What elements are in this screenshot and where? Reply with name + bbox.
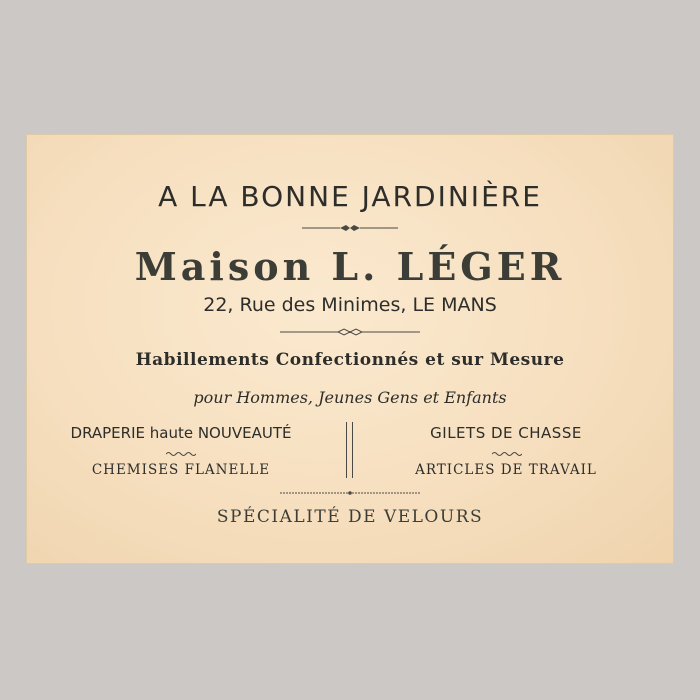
ornament-divider-bottom bbox=[280, 490, 420, 496]
draperie-label: DRAPERIE haute NOUVEAUTÉ bbox=[70, 424, 292, 442]
ornament-divider-top bbox=[302, 224, 398, 232]
gilets-label: GILETS DE CHASSE bbox=[430, 424, 582, 442]
wave-divider-right bbox=[492, 451, 522, 457]
ornament-divider-middle bbox=[280, 328, 420, 336]
chemises-label: CHEMISES FLANELLE bbox=[91, 462, 271, 478]
wave-divider-left bbox=[166, 451, 196, 457]
shop-name: A LA BONNE JARDINIÈRE bbox=[158, 180, 542, 213]
articles-label: ARTICLES DE TRAVAIL bbox=[415, 462, 597, 478]
clientele-line: pour Hommes, Jeunes Gens et Enfants bbox=[193, 388, 507, 407]
maison-name: Maison L. LÉGER bbox=[134, 244, 566, 289]
specialite-line: SPÉCIALITÉ DE VELOURS bbox=[216, 507, 484, 527]
habillements-line: Habillements Confectionnés et sur Mesure bbox=[135, 350, 565, 370]
column-separator bbox=[346, 422, 353, 478]
address: 22, Rue des Minimes, LE MANS bbox=[203, 294, 497, 316]
business-card bbox=[26, 134, 674, 564]
